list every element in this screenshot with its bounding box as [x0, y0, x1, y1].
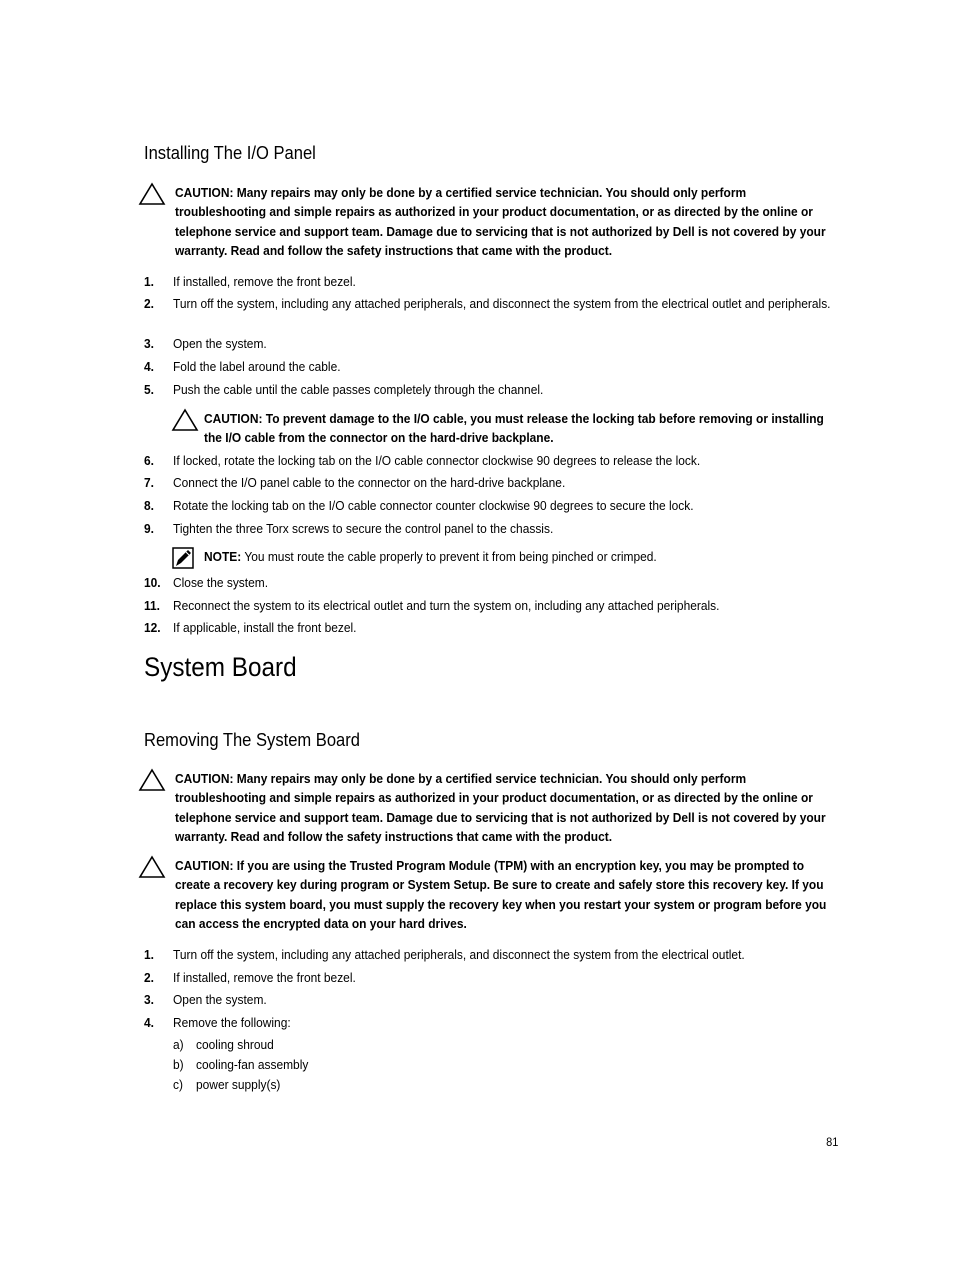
sub-list-item: b) cooling-fan assembly	[173, 1057, 309, 1072]
note-pencil-icon	[172, 547, 194, 569]
note-text	[204, 548, 657, 566]
caution-triangle-icon	[138, 182, 166, 206]
sub-list-item: c) power supply(s)	[173, 1077, 281, 1092]
section-heading-installing-io-panel: Installing The I/O Panel	[144, 143, 316, 163]
note-label: NOTE:	[204, 549, 242, 564]
caution-text: CAUTION: Many repairs may only be done by a certified service technician. You should only perform troubleshooting and simple repairs as authorized in your product documentation, or as directed by the online or telephone service and support team. Damage due to servicing that is not authorized by Dell is not covered by your warranty. Read and follow the safety instructions that came with the product.	[175, 771, 826, 844]
tpm-caution-text: CAUTION: If you are using the Trusted Program Module (TPM) with an encryption key, you may be prompted to create a recovery key during program or System Setup. Be sure to create and safely store this recovery key. If you replace this system board, you must supply the recovery key when you restart your system or program before you can access the encrypted data on your hard drives.	[175, 858, 827, 931]
chapter-title: System Board	[144, 652, 297, 682]
sub-list-item: a) cooling shroud	[173, 1037, 274, 1052]
caution-text: CAUTION: Many repairs may only be done by a certified service technician. You should only perform troubleshooting and simple repairs as authorized in your product documentation, or as directed by the online or telephone service and support team. Damage due to servicing that is not authorized by Dell is not covered by your warranty. Read and follow the safety instructions that came with the product.	[175, 185, 826, 258]
caution-triangle-icon	[171, 408, 199, 432]
caution-triangle-icon	[138, 855, 166, 879]
caution-triangle-icon	[138, 768, 166, 792]
page-number: 81	[825, 1135, 838, 1149]
inline-caution-text: CAUTION: To prevent damage to the I/O cable, you must release the locking tab before removing or installing the I/O cable from the connector on the hard-drive backplane.	[204, 411, 824, 446]
note-body: You must route the cable properly to prevent it from being pinched or crimped.	[244, 549, 657, 564]
section-heading-removing-system-board: Removing The System Board	[144, 730, 360, 750]
